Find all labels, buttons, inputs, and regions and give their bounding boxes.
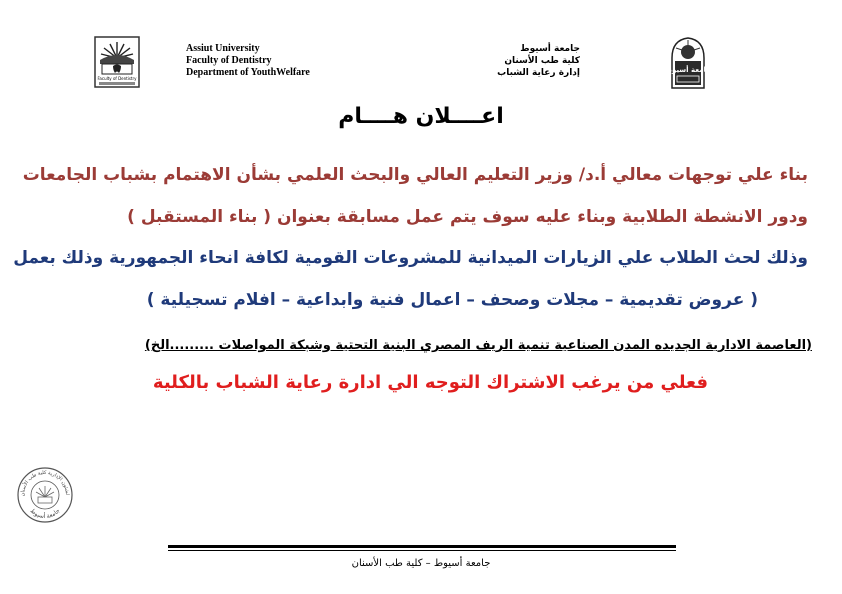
official-stamp xyxy=(16,466,74,524)
department-name-ar: إدارة رعاية الشباب xyxy=(497,68,580,78)
university-logo xyxy=(664,36,712,90)
body-line-4: ( عروض تقديمية – مجلات وصحف – اعمال فنية وابداعية – افلام تسجيلية ) xyxy=(146,290,758,310)
faculty-name-ar: كلية طب الأسنان xyxy=(504,56,580,66)
footer-text: جامعة أسيوط – كلية طب الأسنان xyxy=(351,558,491,569)
announcement-title: اعــــلان هــــام xyxy=(338,104,504,129)
call-to-action: فعلي من يرغب الاشتراك التوجه الي ادارة رعاية الشباب بالكلية xyxy=(152,372,708,393)
stamp-top-text: لشئون الإدارية كلية طب الأسنان xyxy=(19,469,71,497)
stamp-bottom-text: جامعة أسيوط xyxy=(28,507,62,521)
department-name-en: Department of YouthWelfare xyxy=(186,67,310,78)
body-line-1: بناء علي توجهات معالي أ.د/ وزير التعليم العالي والبحث العلمي بشأن الاهتمام بشباب الجامعات xyxy=(22,165,808,185)
university-name-en: Assiut University xyxy=(186,43,260,54)
footer-rule-thick xyxy=(168,545,676,548)
faculty-name-en: Faculty of Dentistry xyxy=(186,55,272,66)
header-english xyxy=(186,43,310,79)
header-arabic xyxy=(497,43,580,79)
faculty-logo-text: Faculty of Dentistry xyxy=(97,76,137,81)
body-line-3: وذلك لحث الطلاب علي الزيارات الميدانية للمشروعات القومية لكافة انحاء الجمهورية وذلك بعمل xyxy=(13,248,808,268)
faculty-logo xyxy=(94,36,140,88)
footer-rule-thin xyxy=(168,550,676,551)
university-logo-text: جامعة أسيوط xyxy=(664,66,712,74)
body-line-5: (العاصمة الادارية الجديده المدن الصناعية تنمية الريف المصري البنية التحتية وشبكة المواصلات .........الخ) xyxy=(144,338,812,353)
body-line-2: ودور الانشطة الطلابية وبناء عليه سوف يتم عمل مسابقة بعنوان ( بناء المستقبل ) xyxy=(127,207,808,227)
university-name-ar: جامعة أسيوط xyxy=(520,44,580,54)
